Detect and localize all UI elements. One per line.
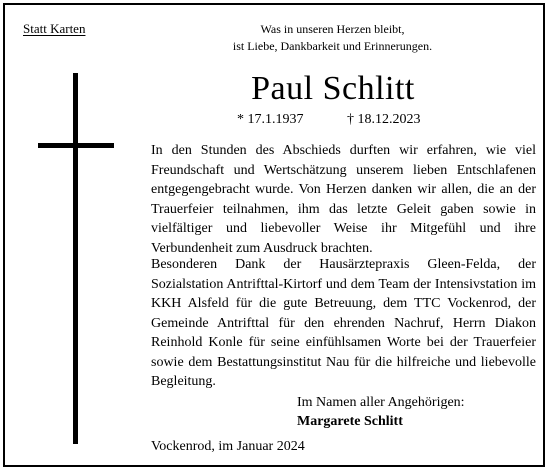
thanks-paragraph-2: Besonderen Dank der Hausärztepraxis Gleen-Felda, der Sozialstation Antrifttal-Kirtorf und dem Team der Intensivstation im KKH Alsfeld für die gute Betreuung, dem TTC Vockenrod, der Gemeinde Antrifttal für den ehrenden Nachruf, Herrn Diakon Reinhold Konle für seine einfühlsamen Worte bei der Trauerfeier sowie dem Bestattungsinstitut Nau für die hilfreiche und liebevolle Begleitung. [151,257,536,389]
signatory-name: Margarete Schlitt [297,414,403,429]
motto-line-2: ist Liebe, Dankbarkeit und Erinnerungen. [232,39,433,53]
statt-karten-label: Statt Karten [23,21,86,36]
cross-icon [73,73,78,444]
motto-line-1: Was in unseren Herzen bleibt, [260,22,405,36]
motto [200,21,465,55]
place-date: Vockenrod, im Januar 2024 [151,439,305,454]
death-date: † 18.12.2023 [347,112,421,127]
cross-icon-crossbar [38,143,114,148]
on-behalf-line: Im Namen aller Angehörigen: [297,395,465,410]
obituary-card [3,3,545,467]
birth-date: * 17.1.1937 [237,112,304,127]
thanks-paragraph-1: In den Stunden des Abschieds durften wir erfahren, wie viel Freundschaft und Wertschätzung unserem lieben Entschlafenen entgegengebracht wurde. Von Herzen danken wir allen, die an der Trauerfeier teilnahmen, ihm das letzte Geleit gaben sowie in vielfältiger und liebevoller Weise ihr Mitgefühl und ihre Verbundenheit zum Ausdruck brachten. [151,143,536,256]
deceased-name: Paul Schlitt [251,70,415,107]
